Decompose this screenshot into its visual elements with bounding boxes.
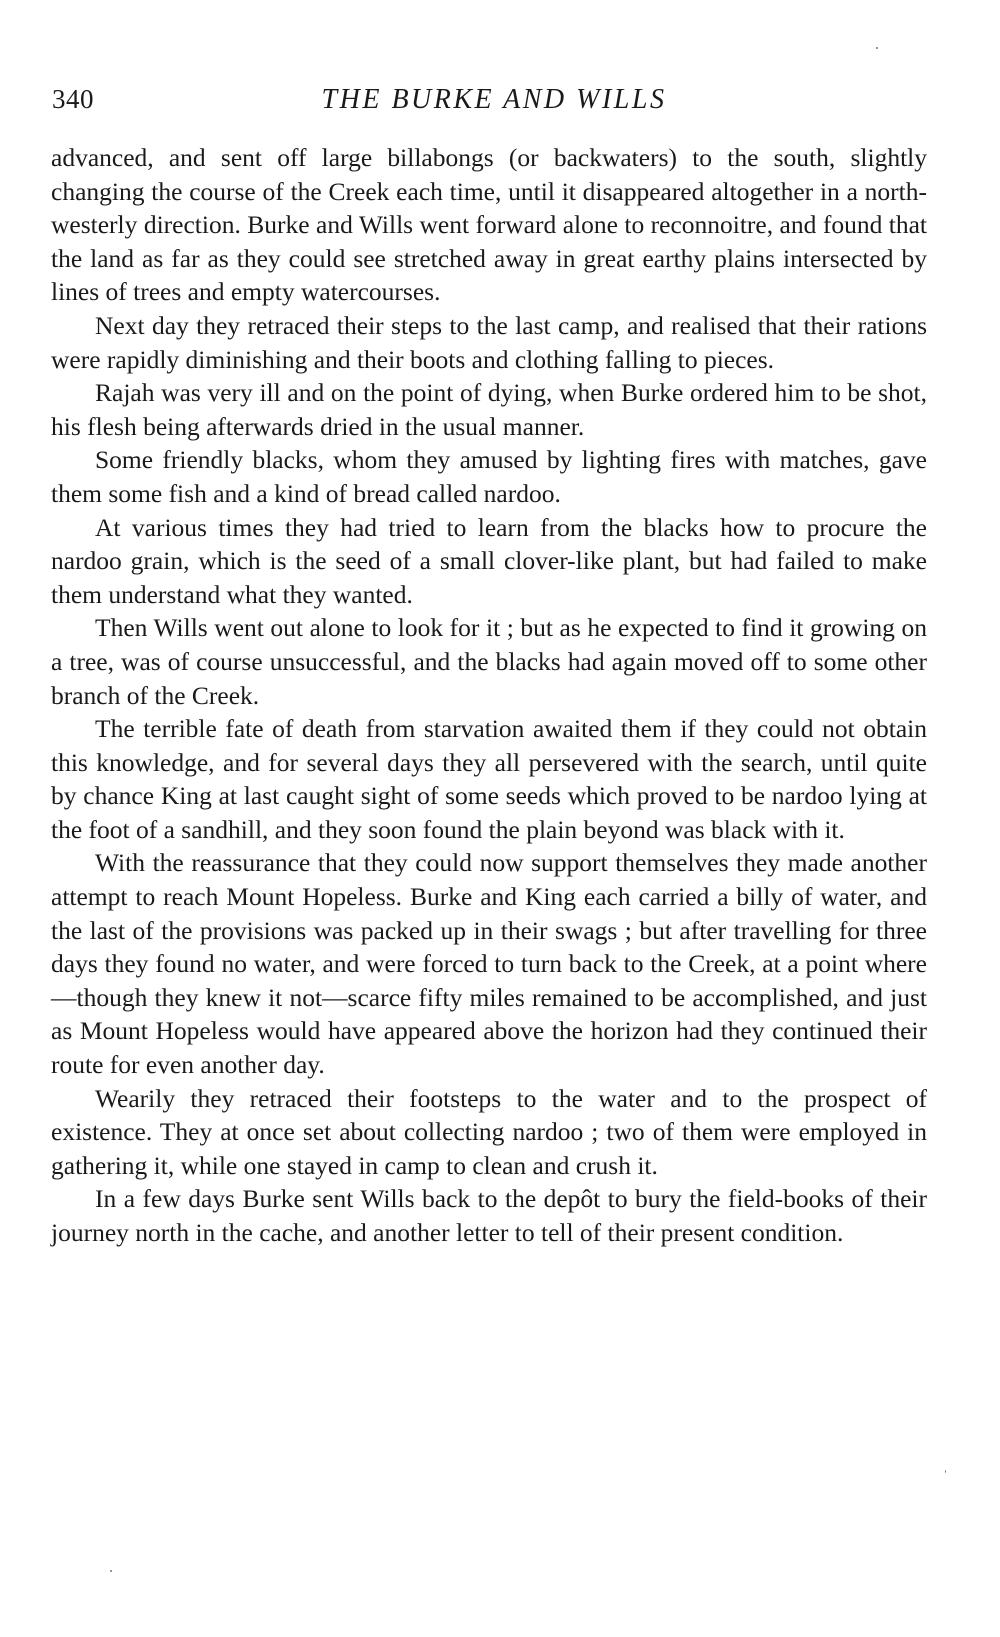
paragraph-10: In a few days Burke sent Wills back to the depôt to bury the field-books of their journey north in the cache, and another letter to tell of their present condition.: [51, 1184, 927, 1247]
running-title: THE BURKE AND WILLS: [321, 84, 667, 115]
paragraph-8: With the reassurance that they could now support themselves they made another attempt to reach Mount Hopeless. Burke and King each carried a billy of water, and the last of the provisions was packed up in their swags ; but after travelling for three days they found no water, and were forced to turn back to the Creek, at a point where—though they knew it not—scarce fifty miles remained to be accomplished, and just as Mount Hopeless would have appeared above the horizon had they continued their route for even another day.: [51, 848, 927, 1080]
paper-speck: [945, 1470, 946, 1473]
paragraph-5: At various times they had tried to learn from the blacks how to procure the nardoo grain, which is the seed of a small clover-like plant, but had failed to make them understand what they wanted.: [51, 512, 927, 609]
paragraph-6: Then Wills went out alone to look for it ; but as he expected to find it growing on a tree, was of course unsuccessful, and the blacks had again moved off to some other branch of the Creek.: [51, 613, 927, 710]
page-number: 340: [52, 84, 94, 114]
page-header: [52, 84, 924, 124]
paragraph-9: Wearily they retraced their footsteps to the water and to the prospect of existence. They at once set about collecting nardoo ; two of them were employed in gathering it, while one stayed in camp to clean and crush it.: [51, 1083, 927, 1180]
paragraph-4: Some friendly blacks, whom they amused by lighting fires with matches, gave them some fish and a kind of bread called nardoo.: [51, 445, 927, 508]
paragraph-7: The terrible fate of death from starvation awaited them if they could not obtain this knowledge, and for several days they all persevered with the search, until quite by chance King at last caught sight of some seeds which proved to be nardoo lying at the foot of a sandhill, and they soon found the plain beyond was black with it.: [51, 714, 927, 844]
paper-speck: [110, 1570, 112, 1572]
paper-speck: [876, 47, 878, 49]
paragraph-3: Rajah was very ill and on the point of dying, when Burke ordered him to be shot, his flesh being afterwards dried in the usual manner.: [51, 378, 927, 441]
body-text: [51, 141, 927, 1250]
paragraph-2: Next day they retraced their steps to the last camp, and realised that their rations were rapidly diminishing and their boots and clothing falling to pieces.: [51, 310, 927, 374]
paragraph-1: advanced, and sent off large billabongs (or backwaters) to the south, slightly changing the course of the Creek each time, until it disappeared altogether in a north-westerly direction. Burke and Wills went forward alone to reconnoitre, and found that the land as far as they could see stretched away in great earthy plains intersected by lines of trees and empty watercourses.: [51, 143, 927, 307]
